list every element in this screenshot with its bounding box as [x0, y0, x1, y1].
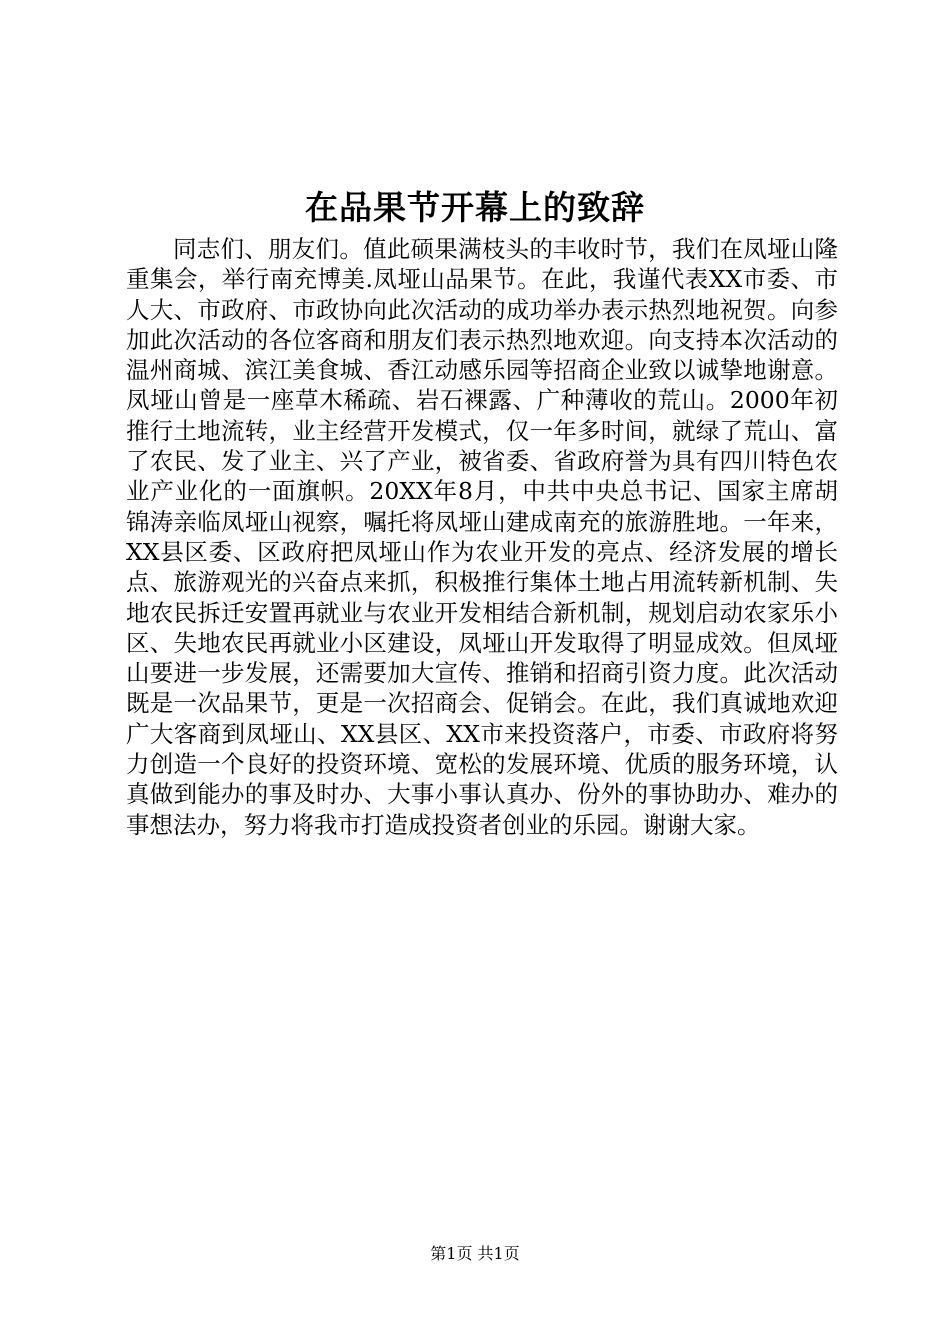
- document-title: 在品果节开幕上的致辞: [305, 188, 645, 227]
- page-number-footer: 第1页 共1页: [430, 1244, 520, 1263]
- document-body-paragraph: 同志们、朋友们。值此硕果满枝头的丰收时节，我们在凤垭山隆重集会，举行南充博美.凤垭山品果节。在此，我谨代表XX市委、市人大、市政府、市政协向此次活动的成功举办表示热烈地祝贺。向参加此次活动的各位客商和朋友们表示热烈地欢迎。向支持本次活动的温州商城、滨江美食城、香江动感乐园等招商企业致以诚挚地谢意。凤垭山曾是一座草木稀疏、岩石裸露、广种薄收的荒山。2000年初推行土地流转，业主经营开发模式，仅一年多时间，就绿了荒山、富了农民、发了业主、兴了产业，被省委、省政府誉为具有四川特色农业产业化的一面旗帜。20XX年8月，中共中央总书记、国家主席胡锦涛亲临凤垭山视察，嘱托将凤垭山建成南充的旅游胜地。一年来，XX县区委、区政府把凤垭山作为农业开发的亮点、经济发展的增长点、旅游观光的兴奋点来抓，积极推行集体土地占用流转新机制、失地农民拆迁安置再就业与农业开发相结合新机制，规划启动农家乐小区、失地农民再就业小区建设，凤垭山开发取得了明显成效。但凤垭山要进一步发展，还需要加大宣传、推销和招商引资力度。此次活动既是一次品果节，更是一次招商会、促销会。在此，我们真诚地欢迎广大客商到凤垭山、XX县区、XX市来投资落户，市委、市政府将努力创造一个良好的投资环境、宽松的发展环境、优质的服务环境，认真做到能办的事及时办、大事小事认真办、份外的事协助办、难办的事想法办，努力将我市打造成投资者创业的乐园。谢谢大家。: [126, 235, 838, 839]
